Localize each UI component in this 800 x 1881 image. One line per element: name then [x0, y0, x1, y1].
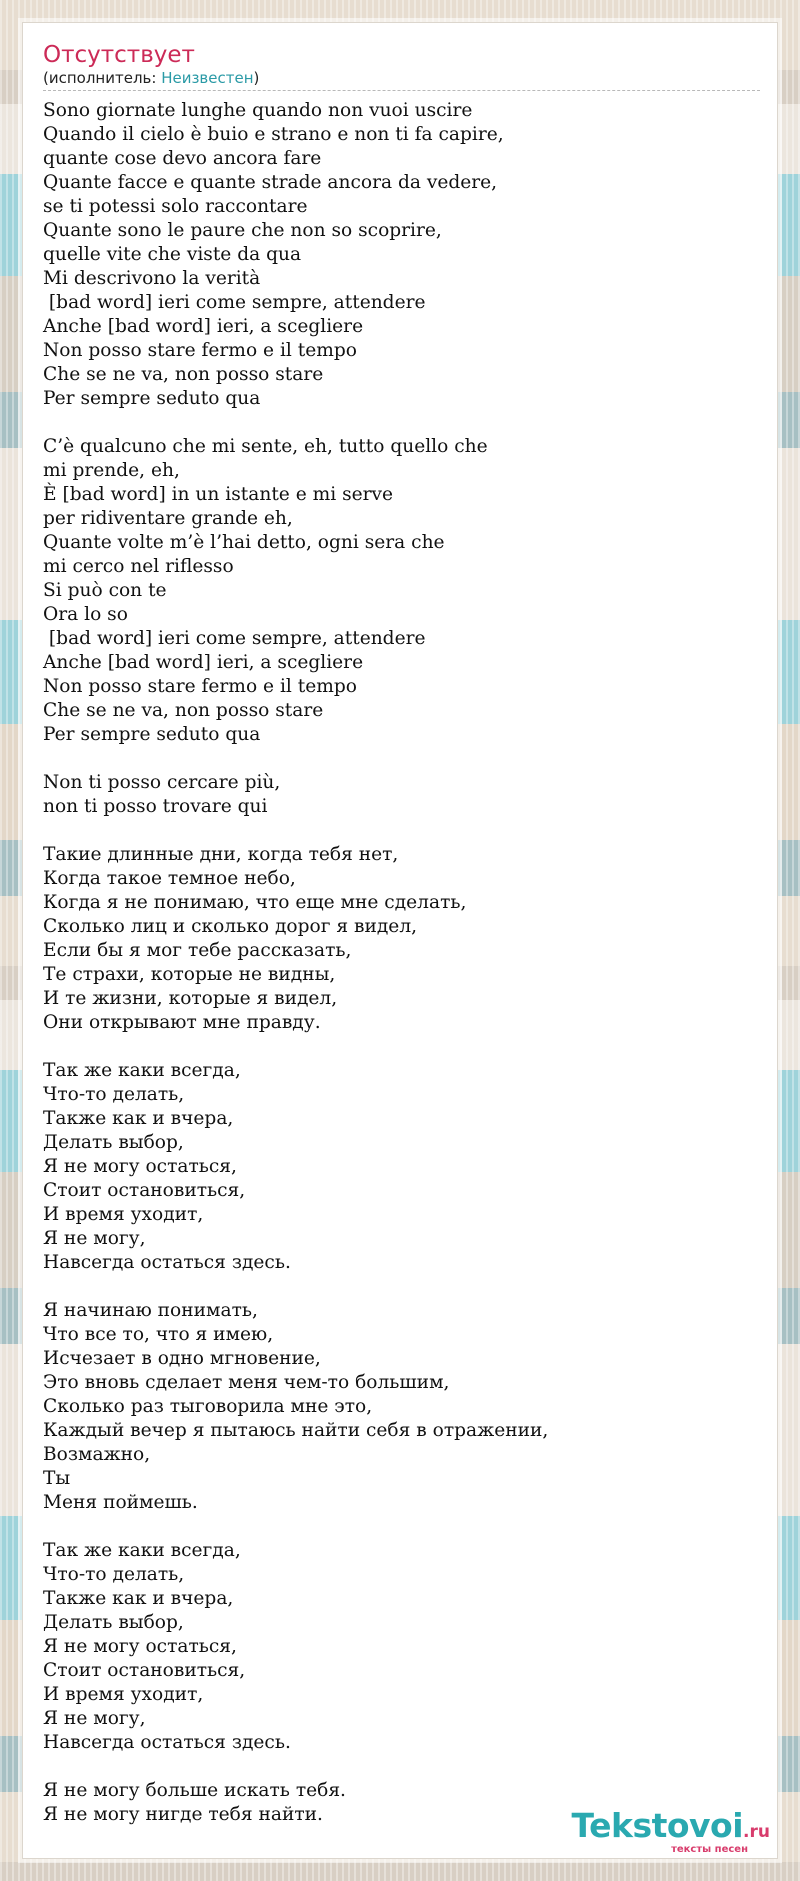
stanza-gap — [43, 1755, 757, 1779]
lyric-line: Возмажно, — [43, 1444, 151, 1465]
lyric-line: per ridiventare grande eh, — [43, 508, 293, 529]
lyric-line: [bad word] ieri come sempre, attendere — [43, 628, 426, 649]
lyric-line: Что все то, что я имею, — [43, 1324, 274, 1345]
lyric-line: Сколько лиц и сколько дорог я видел, — [43, 916, 418, 937]
lyric-line: mi prende, eh, — [43, 460, 180, 481]
artist-suffix: ) — [253, 69, 260, 87]
lyric-line: non ti posso trovare qui — [43, 796, 268, 817]
song-title: Отсутствует — [43, 42, 195, 68]
stanza-gap — [43, 819, 757, 843]
stanza-gap — [43, 411, 757, 435]
lyric-line: Non posso stare fermo e il tempo — [43, 340, 357, 361]
lyric-line: Делать выбор, — [43, 1612, 184, 1633]
lyric-line: Per sempre seduto qua — [43, 724, 261, 745]
lyric-line: Я не могу, — [43, 1228, 146, 1249]
lyric-line: Сколько раз тыговорила мне это, — [43, 1396, 373, 1417]
lyric-line: Quante volte m’è l’hai detto, ogni sera che — [43, 532, 445, 553]
lyric-line: se ti potessi solo raccontare — [43, 196, 308, 217]
lyric-line: Что-то делать, — [43, 1564, 185, 1585]
stanza-gap — [43, 747, 757, 771]
lyric-line: mi cerco nel riflesso — [43, 556, 234, 577]
lyric-line: Если бы я мог тебе рассказать, — [43, 940, 352, 961]
site-logo[interactable] — [572, 1808, 771, 1855]
logo-tld: .ru — [743, 1822, 770, 1842]
lyric-line: Это вновь сделает меня чем-то большим, — [43, 1372, 450, 1393]
lyric-line: И те жизни, которые я видел, — [43, 988, 338, 1009]
lyric-line: Навсегда остаться здесь. — [43, 1732, 291, 1753]
lyric-line: Я не могу остаться, — [43, 1156, 237, 1177]
lyric-line: Я не могу остаться, — [43, 1636, 237, 1657]
lyric-line: Что-то делать, — [43, 1084, 185, 1105]
lyric-line: Non ti posso cercare più, — [43, 772, 281, 793]
lyric-line: quante cose devo ancora fare — [43, 148, 322, 169]
lyric-line: Те страхи, которые не видны, — [43, 964, 336, 985]
lyric-line: Che se ne va, non posso stare — [43, 700, 324, 721]
lyric-line: Делать выбор, — [43, 1132, 184, 1153]
lyrics-body — [43, 99, 757, 1827]
lyric-line: [bad word] ieri come sempre, attendere — [43, 292, 426, 313]
lyric-line: Они открывают мне правду. — [43, 1012, 321, 1033]
logo-tagline: тексты песен — [671, 1844, 748, 1855]
lyric-line: Меня поймешь. — [43, 1492, 198, 1513]
lyric-line: Я не могу, — [43, 1708, 146, 1729]
lyric-line: Так же каки всегда, — [43, 1060, 241, 1081]
stanza-gap — [43, 1035, 757, 1059]
lyric-line: È [bad word] in un istante e mi serve — [43, 484, 394, 505]
lyric-line: Ты — [43, 1468, 71, 1489]
lyric-line: Per sempre seduto qua — [43, 388, 261, 409]
stanza-gap — [43, 1515, 757, 1539]
lyric-line: Ora lo so — [43, 604, 128, 625]
artist-prefix: (исполнитель: — [43, 69, 162, 87]
lyric-line: Стоит остановиться, — [43, 1180, 246, 1201]
stanza-gap — [43, 1275, 757, 1299]
lyric-line: Когда такое темное небо, — [43, 868, 296, 889]
lyric-line: Каждый вечер я пытаюсь найти себя в отражении, — [43, 1420, 549, 1441]
lyric-line: Quando il cielo è buio e strano e non ti fa capire, — [43, 124, 504, 145]
lyric-line: И время уходит, — [43, 1684, 204, 1705]
lyric-line: Исчезает в одно мгновение, — [43, 1348, 321, 1369]
lyric-line: Когда я не понимаю, что еще мне сделать, — [43, 892, 467, 913]
lyric-line: Si può con te — [43, 580, 167, 601]
lyric-line: Non posso stare fermo e il tempo — [43, 676, 357, 697]
lyric-line: Так же каки всегда, — [43, 1540, 241, 1561]
lyric-line: Quante facce e quante strade ancora da vedere, — [43, 172, 498, 193]
lyric-line: Anche [bad word] ieri, a scegliere — [43, 316, 364, 337]
lyric-line: Anche [bad word] ieri, a scegliere — [43, 652, 364, 673]
lyric-line: Я не могу больше искать тебя. — [43, 1780, 346, 1801]
logo-wordmark: Tekstovoi — [571, 1806, 744, 1845]
lyric-line: Che se ne va, non posso stare — [43, 364, 324, 385]
lyric-line: Quante sono le paure che non so scoprire, — [43, 220, 442, 241]
lyric-line: Я начинаю понимать, — [43, 1300, 258, 1321]
lyric-line: Стоит остановиться, — [43, 1660, 246, 1681]
lyric-line: C’è qualcuno che mi sente, eh, tutto quello che — [43, 436, 488, 457]
artist-link[interactable]: Неизвестен — [161, 69, 254, 87]
lyric-line: Также как и вчера, — [43, 1588, 234, 1609]
lyric-line: Sono giornate lunghe quando non vuoi uscire — [43, 100, 473, 121]
lyric-line: quelle vite che viste da qua — [43, 244, 302, 265]
lyric-line: Mi descrivono la verità — [43, 268, 261, 289]
lyrics-card — [22, 22, 778, 1859]
lyric-line: Такие длинные дни, когда тебя нет, — [43, 844, 399, 865]
lyric-line: И время уходит, — [43, 1204, 204, 1225]
artist-line — [43, 69, 760, 91]
lyric-line: Навсегда остаться здесь. — [43, 1252, 291, 1273]
lyric-line: Также как и вчера, — [43, 1108, 234, 1129]
lyric-line: Я не могу нигде тебя найти. — [43, 1804, 323, 1825]
